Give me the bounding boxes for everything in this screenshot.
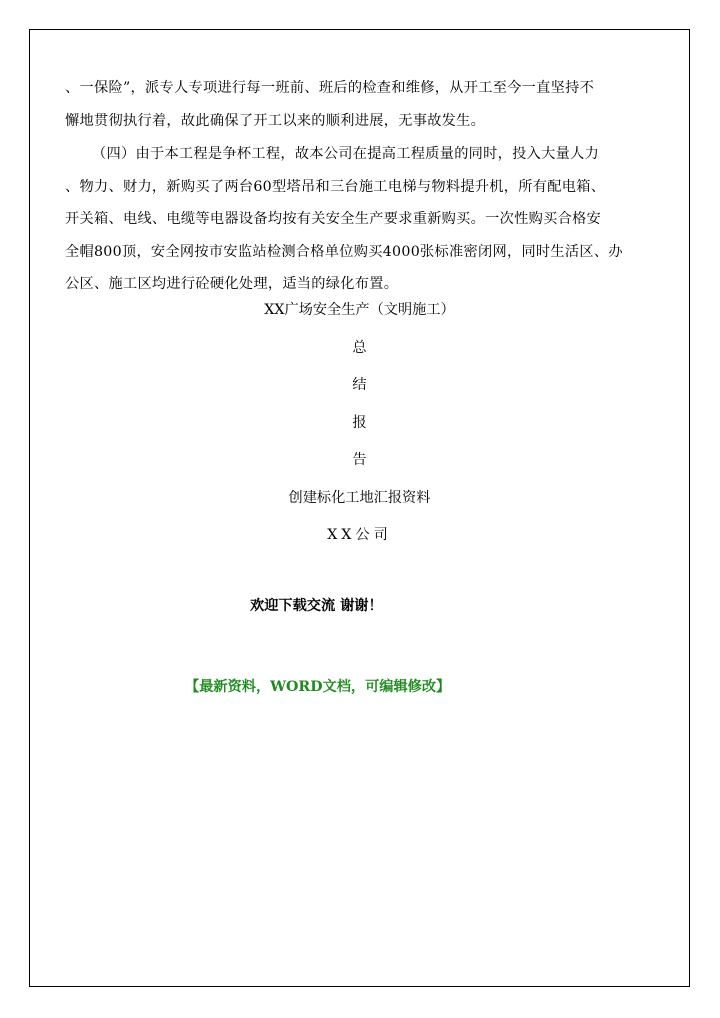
company-name: XX公司 xyxy=(327,527,392,543)
body-paragraphs xyxy=(65,72,657,301)
promo-text: 【最新资料，WORD文档，可编辑修改】 xyxy=(185,679,451,695)
paragraph-line: （四）由于本工程是争杯工程，故本公司在提高工程质量的同时，投入大量人力 xyxy=(92,146,600,162)
document-subtitle: 创建标化工地汇报资料 xyxy=(288,489,431,506)
title-block xyxy=(29,292,690,555)
paragraph-line: 公区、施工区均进行砼硬化处理，适当的绿化布置。 xyxy=(65,276,399,292)
paragraph-line: 开关箱、电线、电缆等电器设备均按有关安全生产要求重新购买。一次性购买合格安 xyxy=(65,211,602,227)
title-char: 报 xyxy=(352,414,367,431)
paragraph-line: 懈地贯彻执行着，故此确保了开工以来的顺利进展，无事故发生。 xyxy=(65,112,486,129)
paragraph-line: 、物力、财力，新购买了两台60型塔吊和三台施工电梯与物料提升机，所有配电箱、 xyxy=(65,178,606,195)
thanks-text: 欢迎下载交流 谢谢！ xyxy=(250,598,383,614)
paragraph-line: 、一保险”，派专人专项进行每一班前、班后的检查和维修，从开工至今一直坚持不 xyxy=(65,80,595,96)
title-char: 结 xyxy=(352,377,367,393)
document-title: XX广场安全生产（文明施工） xyxy=(264,302,455,318)
title-char: 总 xyxy=(352,339,367,356)
paragraph-line: 全帽800顶，安全网按市安监站检测合格单位购买4000张标准密闭网，同时生活区、办 xyxy=(65,243,623,260)
title-char: 告 xyxy=(352,452,367,468)
